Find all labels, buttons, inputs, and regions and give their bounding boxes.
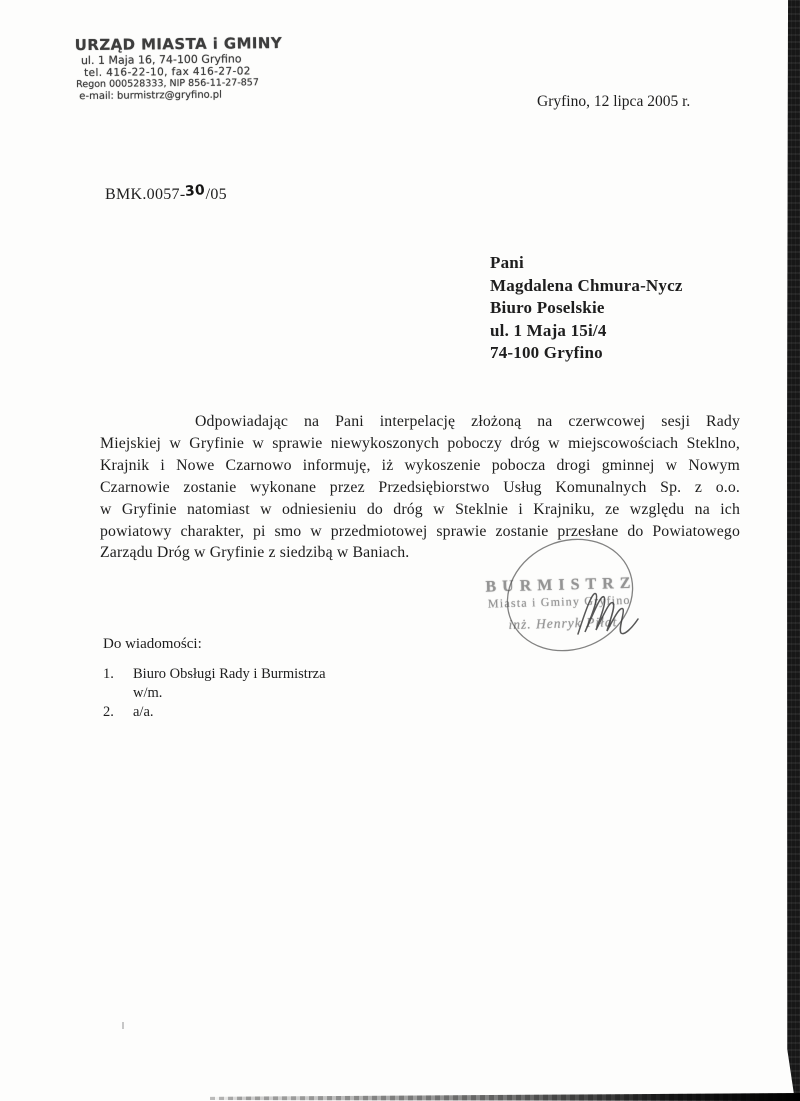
recipient-street: ul. 1 Maja 15i/4: [490, 320, 607, 340]
date-line: Gryfino, 12 lipca 2005 r.: [537, 93, 691, 110]
body-line: Czarnowie zostanie wykonane przez Przedsiębiorstwo Usług Komunalnych Sp. z o.o.: [100, 478, 740, 496]
reference-prefix: BMK.0057-: [105, 186, 186, 203]
reference-suffix: /05: [205, 186, 227, 203]
scan-artifact-right-edge: [787, 0, 800, 1093]
reference-number: [105, 182, 227, 204]
stamp-signer: inż. Henryk Piłat: [508, 614, 618, 633]
cc-item-text: Biuro Obsługi Rady i Burmistrza: [133, 666, 326, 682]
letterhead-email: e-mail: burmistrz@gryfino.pl: [79, 89, 222, 102]
letterhead-stamp: [75, 35, 296, 103]
stamp-subtitle: Miasta i Gminy Gryfino: [487, 592, 631, 611]
cc-item-number: 2.: [103, 704, 114, 720]
stamp-title: BURMISTRZ: [485, 574, 637, 596]
cc-item: [103, 703, 326, 722]
body-line: Miejskiej w Gryfinie w sprawie niewykoszonych poboczy dróg w miejscowościach Steklno,: [100, 434, 740, 452]
reference-handwritten-number: 30: [184, 182, 207, 200]
signature-oval-stroke: [490, 524, 650, 669]
cc-item-subtext: w/m.: [133, 685, 163, 701]
cc-section: [103, 636, 326, 722]
scan-speck-artifact: [122, 1022, 124, 1029]
letterhead-phone-fax: tel. 416-22-10, fax 416-27-02: [83, 65, 251, 80]
body-line: Zarządu Dróg w Gryfinie z siedzibą w Baniach.: [100, 544, 410, 562]
body-line: w Gryfinie natomiast w odniesieniu do dróg w Steklnie i Krajniku, ze względu na ich: [100, 500, 740, 518]
cc-item-number: 1.: [103, 666, 114, 682]
recipient-city: 74-100 Gryfino: [490, 343, 603, 362]
letterhead-regon-nip: Regon 000528333, NIP 856-11-27-857: [76, 77, 259, 91]
letterhead-org-name: URZĄD MIASTA i GMINY: [74, 33, 283, 55]
letterhead-address: ul. 1 Maja 16, 74-100 Gryfino: [80, 52, 242, 68]
cc-item-text: a/a.: [133, 704, 154, 720]
body-line: Odpowiadając na Pani interpelację złożoną na czerwcowej sesji Rady: [195, 413, 740, 430]
body-line: Krajnik i Nowe Czarnowo informuję, iż wykoszenie pobocza drogi gminnej w Nowym: [100, 456, 740, 474]
recipient-name: Magdalena Chmura-Nycz: [490, 275, 683, 295]
cc-item: [103, 665, 326, 684]
cc-heading: Do wiadomości:: [103, 636, 202, 652]
recipient-office: Biuro Poselskie: [490, 298, 605, 317]
recipient-salutation: Pani: [490, 253, 524, 272]
body-line: powiatowy charakter, pi smo w przedmiotowej sprawie zostanie przesłane do Powiatowego: [100, 522, 740, 540]
handwritten-signature: [487, 524, 690, 669]
recipient-block: [490, 252, 683, 365]
scan-artifact-bottom-edge: [210, 1093, 800, 1101]
signature-squiggle: [578, 593, 638, 634]
